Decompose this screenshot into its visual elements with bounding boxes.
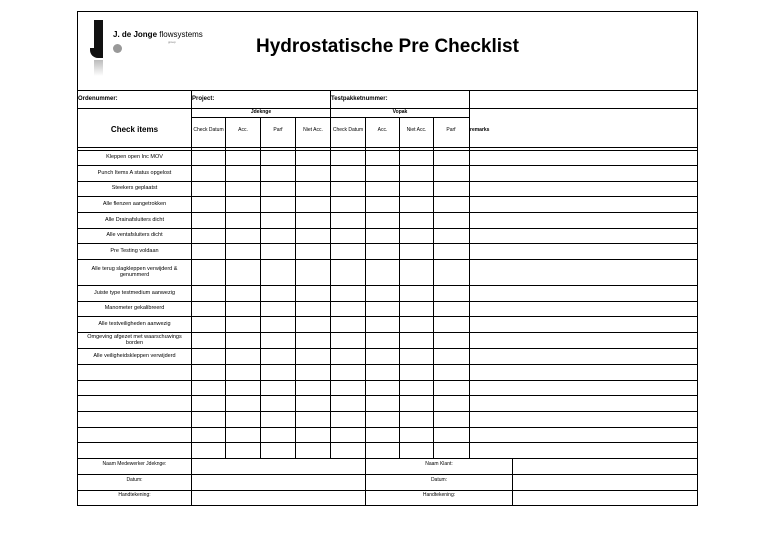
grid-line	[77, 316, 698, 317]
grid-line	[330, 90, 331, 458]
column-header: Acc.	[377, 127, 388, 133]
grid-line	[295, 117, 296, 458]
column-header: Parf	[273, 127, 283, 133]
column-header: Check Datum	[332, 127, 364, 133]
check-item-label: Punch Items A status opgelost	[97, 169, 172, 176]
check-item-label: Alle flenzen aangetrokken	[102, 200, 167, 207]
logo-dot	[113, 44, 122, 53]
grid-line	[77, 474, 698, 475]
grid-line	[469, 90, 470, 458]
logo-hook	[90, 48, 103, 58]
check-item-label: Alle terug slagkleppen verwijderd & genummerd	[91, 265, 178, 278]
company-logo	[90, 18, 242, 76]
grid-line	[365, 117, 366, 458]
grid-line	[77, 490, 698, 491]
grid-line	[77, 285, 698, 286]
logo-reflection	[94, 60, 103, 76]
testpakketnummer-label: Testpakketnummer:	[331, 96, 388, 102]
check-item-label: Manometer gekalibreerd	[104, 305, 165, 312]
check-item-label: Juiste type testmedium aanwezig	[93, 289, 175, 296]
check-item-label: Omgeving afgezet met waarschuwings borden	[87, 333, 182, 346]
ordernummer-label: Ordenummer:	[78, 96, 118, 102]
column-header: Niet Acc.	[406, 127, 427, 133]
check-items-header: Check items	[110, 125, 159, 134]
grid-line	[77, 108, 698, 109]
check-item-label: Alle veiligheidskleppen verwijderd	[93, 352, 176, 359]
footer-label-left: Datum:	[126, 477, 143, 483]
grid-line	[77, 301, 698, 302]
column-header: Acc.	[238, 127, 248, 133]
grid-line	[77, 243, 698, 244]
grid-line	[77, 212, 698, 213]
grid-line	[433, 117, 434, 458]
grid-line	[225, 117, 226, 458]
grid-line	[77, 196, 698, 197]
project-label: Project:	[192, 96, 215, 102]
check-item-label: Alle testveiligheden aanwezig	[98, 320, 171, 327]
check-item-label: Pre Testing voldaan	[110, 247, 159, 254]
footer-label-right: Handtekening:	[422, 492, 456, 498]
footer-label-right: Datum:	[430, 477, 448, 483]
check-item-label: Alle Drainafsluiters dicht	[105, 216, 164, 223]
grid-line	[77, 395, 698, 396]
column-header: Check Datum	[193, 127, 224, 133]
check-item-label: Steekers geplaatst	[111, 185, 158, 192]
grid-line	[512, 458, 513, 506]
grid-line	[77, 458, 698, 459]
logo-subtext: groep	[168, 40, 176, 44]
grid-line	[77, 181, 698, 182]
grid-line	[77, 150, 698, 151]
footer-label-right: Naam Klant:	[425, 461, 453, 467]
check-item-label: Kleppen open Inc MOV	[106, 154, 163, 161]
group-label-right: Vopak	[392, 109, 408, 115]
grid-line	[77, 332, 698, 333]
group-label-left: Jdeknge	[250, 109, 272, 115]
grid-line	[260, 117, 261, 458]
grid-line	[77, 90, 698, 91]
remarks-header: remarks	[470, 127, 490, 133]
grid-line	[77, 427, 698, 428]
column-header: Niet Acc.	[303, 127, 323, 133]
grid-line	[399, 117, 400, 458]
logo-name: J. de Jonge flowsystems	[113, 30, 203, 39]
page-title: Hydrostatische Pre Checklist	[256, 36, 519, 57]
grid-line	[77, 348, 698, 349]
grid-line	[77, 228, 698, 229]
grid-line	[191, 90, 192, 458]
footer-label-left: Handtekening:	[118, 492, 151, 498]
grid-line	[77, 380, 698, 381]
grid-line	[77, 364, 698, 365]
grid-line	[191, 458, 192, 506]
footer-label-left: Naam Medewerker Jdeknge:	[102, 461, 167, 467]
grid-line	[77, 411, 698, 412]
grid-line	[77, 165, 698, 166]
column-header: Parf	[446, 127, 456, 133]
check-item-label: Alle ventafsluiters dicht	[106, 232, 163, 239]
grid-line	[77, 259, 698, 260]
grid-line	[77, 442, 698, 443]
grid-line	[77, 147, 698, 148]
